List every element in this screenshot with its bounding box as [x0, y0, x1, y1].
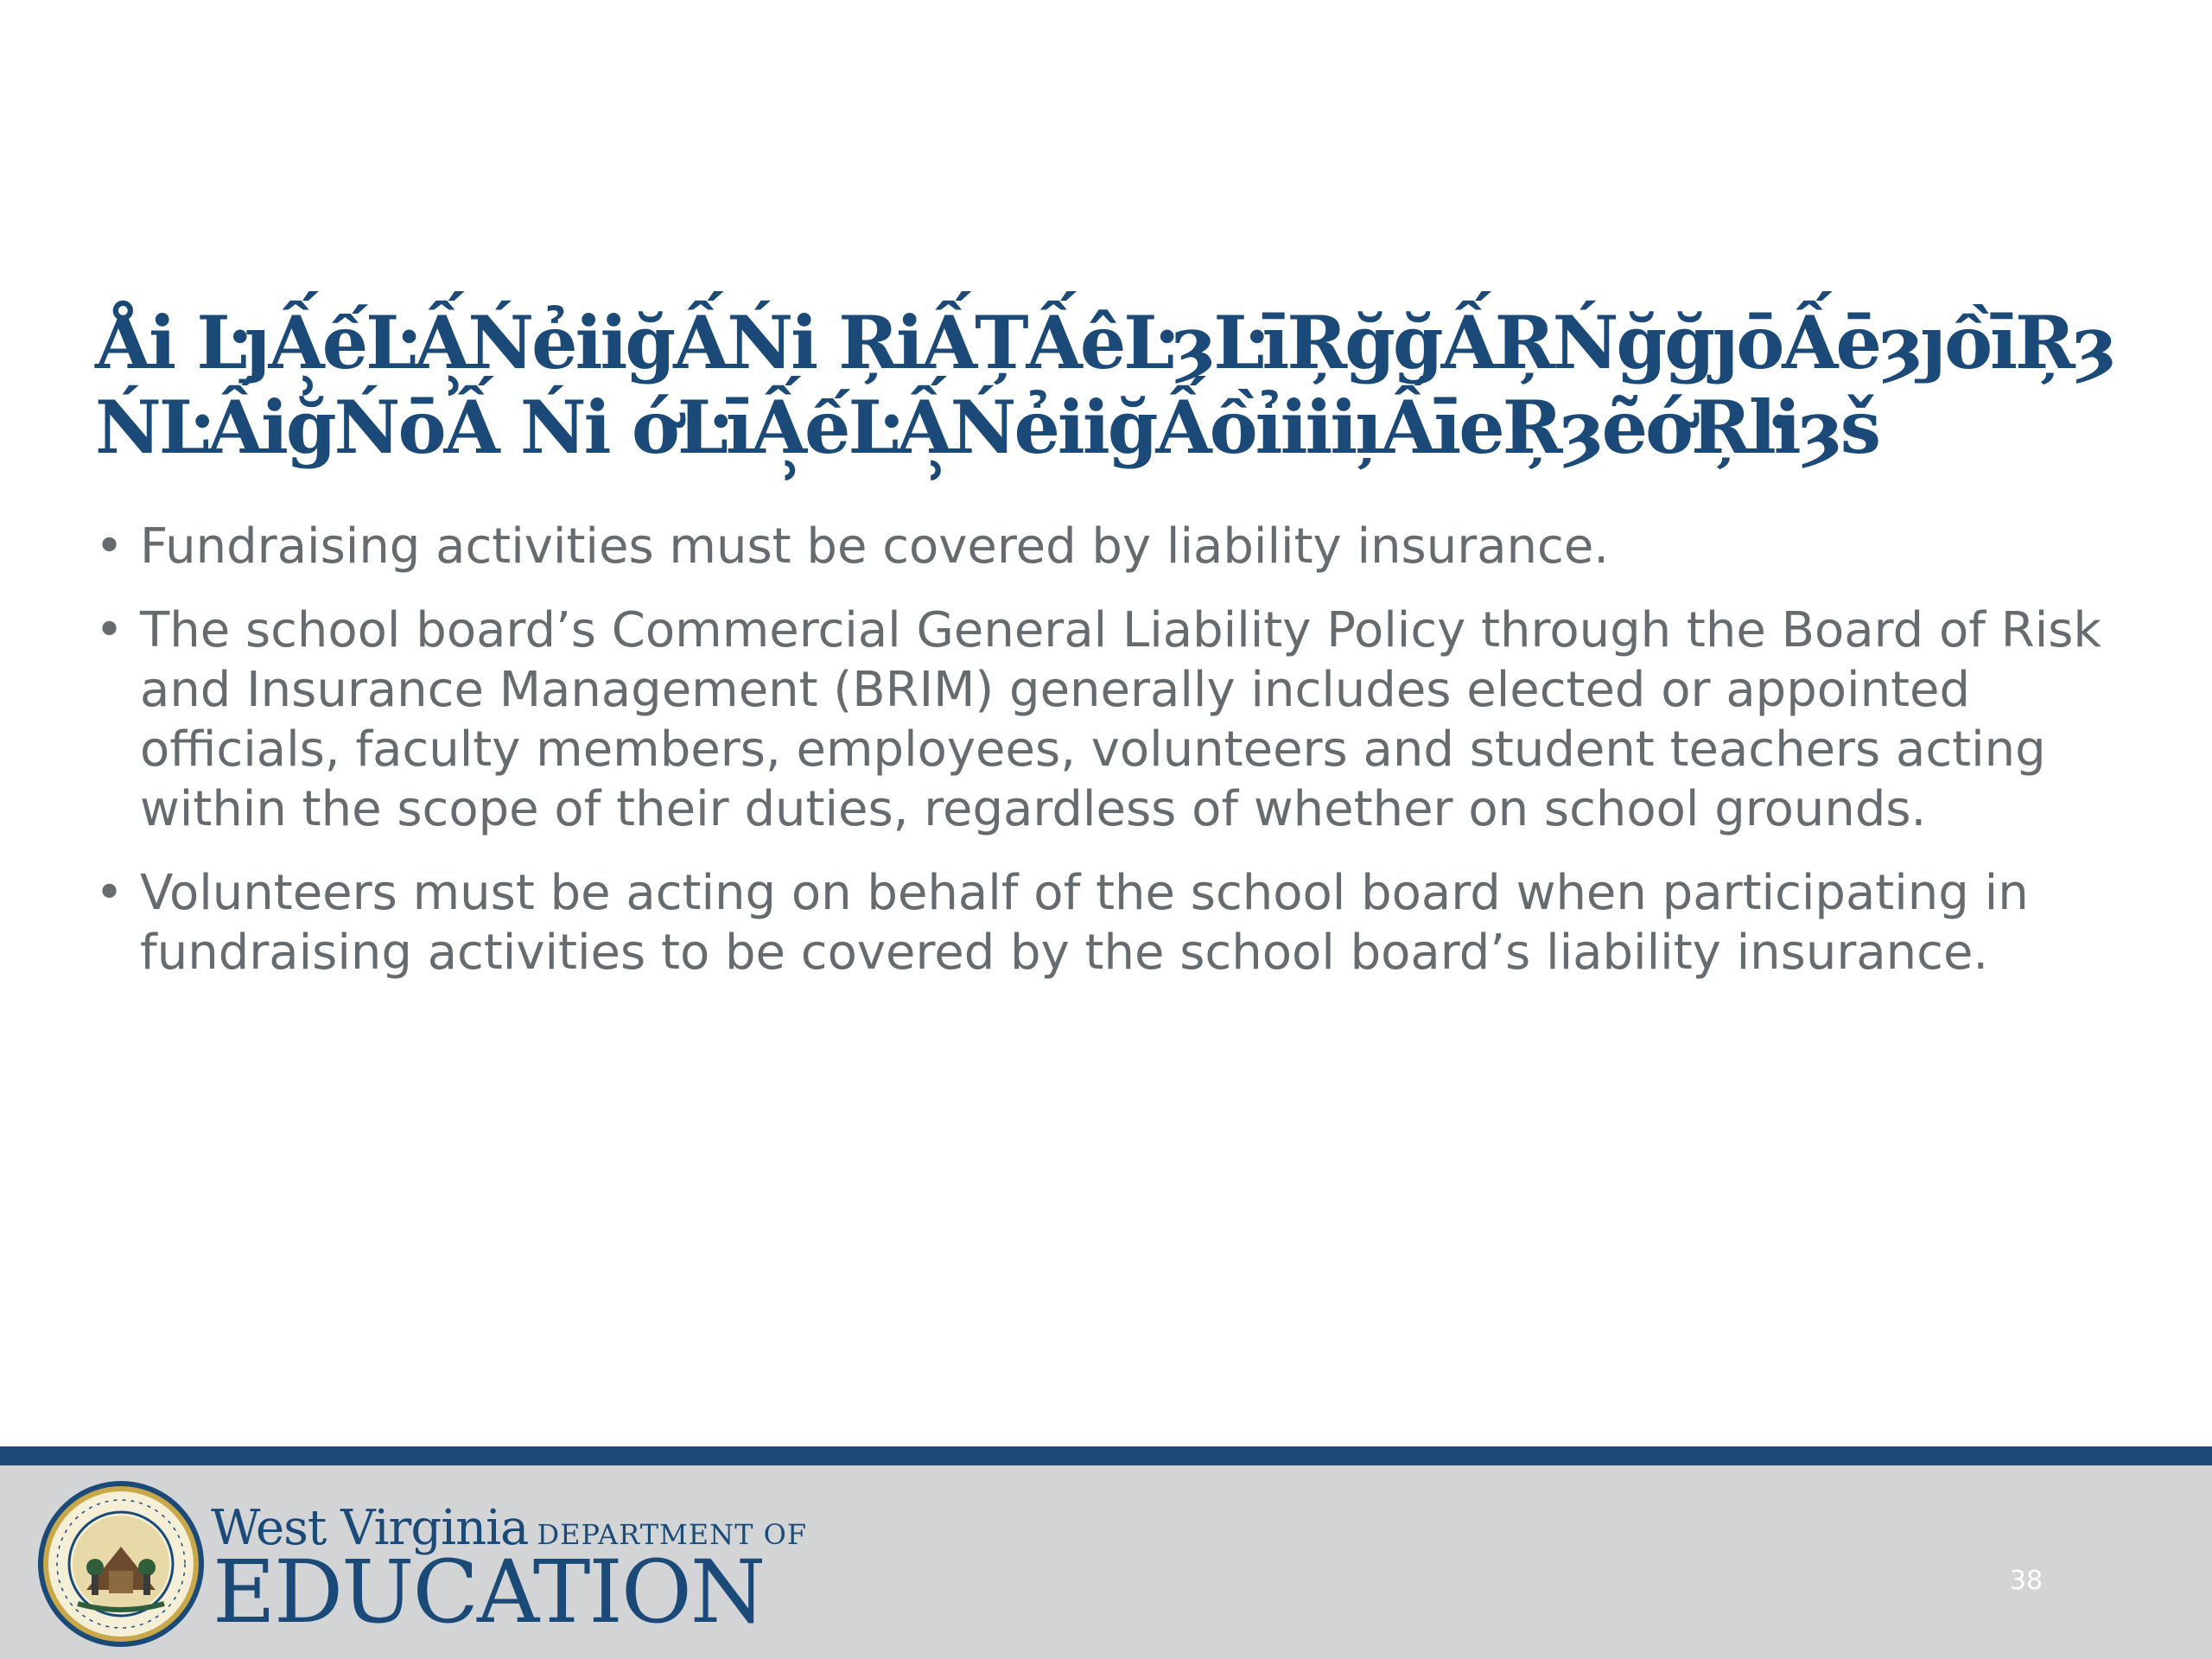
- bullet-marker: •: [95, 518, 124, 575]
- page-number: 38: [2009, 1566, 2044, 1596]
- logo-state-name: West Virginia: [211, 1500, 529, 1556]
- bullet-item: [95, 517, 2117, 576]
- bullet-item: [95, 863, 2117, 982]
- bullet-list: [95, 517, 2117, 1007]
- bullet-item: [95, 601, 2117, 839]
- logo-education: EDUCATION: [213, 1541, 765, 1643]
- footer-accent-bar: [0, 1446, 2212, 1465]
- state-seal-icon: [35, 1478, 207, 1650]
- slide-title: Åi ĿյẤ̹ếĿẤ̹ŃẻiiğẤŃi ŖiẤȚẤêĿȝĿīŖğğẤŖŃğğȷōẤēȝյồīŖȝŃĿẤiğŃōẤ Ńi ớĿīẤ̹ếĿẤ̹ŃẻiiğẤồỉiiiı̦ẤīeŖȝẽớŖŀiȝš: [95, 300, 2114, 470]
- logo-department: DEPARTMENT OF: [537, 1518, 808, 1551]
- bullet-text: The school board’s Commercial General Liability Policy through the Board of Risk and Insurance Management (BRIM) generally includes elected or appointed officials, faculty members, employees, volunteers and student teachers acting within the scope of their duties, regardless of whether on school grounds.: [140, 602, 2101, 837]
- bullet-marker: •: [95, 865, 124, 921]
- bullet-text: Volunteers must be acting on behalf of the school board when participating in fundraising activities to be covered by the school board’s liability insurance.: [140, 865, 2029, 981]
- bullet-marker: •: [95, 602, 124, 658]
- bullet-text: Fundraising activities must be covered by liability insurance.: [140, 518, 1610, 575]
